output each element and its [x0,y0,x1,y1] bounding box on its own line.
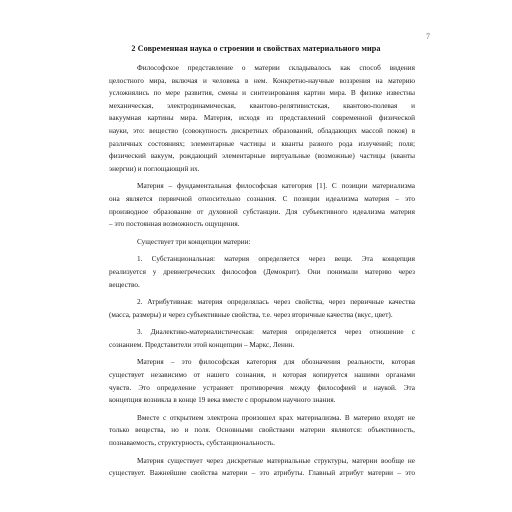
paragraph [109,356,415,406]
paragraph-line: существует. Важнейшие свойства материи – это атрибуты. Главный атрибут материи – это [109,469,415,478]
paragraph-line: только вещества, но и поля. Основными свойствами материи являются: объективность, [109,426,415,435]
paragraph-line: она является первичной относительно сознания. С позиции идеализма материя – это [109,194,415,203]
paragraph-line: – это постоянная возможность ощущения. [109,220,240,229]
paragraph [109,296,415,321]
paragraph-line: производное образование от духовной субстанции. Для субъективного идеализма материя [109,207,415,216]
paragraph-line: вакуумная картины мира. Материя, исходя из представлений современной физической [109,114,415,123]
paragraph-line: 1. Субстанциональная: материя определяется через вещи. Эта концепция [137,255,415,264]
paragraph-line: науки, это: вещество (совокупность дискретных образований, обладающих массой покоя) в [109,126,415,135]
section-title: 2 Современная наука о строении и свойствах материального мира [131,44,381,53]
paragraph [109,236,415,249]
paragraph-line: Материя – это философская категория для обозначения реальности, которая [137,358,415,367]
paragraph [109,455,415,480]
paragraph-line: познаваемость, структурность, субстанциональность. [109,439,275,448]
paragraph-line: реализуется у древнегреческих философов (Демокрит). Они понимали материю через [109,267,415,276]
paragraph-line: сознанием. Представители этой концепции – Маркс, Ленин. [109,340,295,349]
paragraph-line: чувств. Это определение устраняет противоречия между философией и наукой. Эта [109,383,415,392]
paragraph-line: вещество. [109,280,140,289]
paragraph-line: существует независимо от нашего сознания, и которая копируется нашими органами [109,371,415,380]
paragraph-line: Вместе с открытием электрона произошел крах материализма. В материю входят не [137,413,415,422]
paragraph-line: концепция возникла в конце 19 века вместе с прорывом научного знания. [109,396,336,405]
paragraph-line: (масса, размеры) и через субъективные свойства, т.е. через вторичные качества (вкус, цвет). [109,310,393,319]
paragraph-line: Существует три концепции материи: [137,237,251,246]
paragraph [109,412,415,450]
paragraph-line: Материя – фундаментальная философская категория [1]. С позиции материализма [137,182,415,191]
paragraph-line: 2. Атрибутивная: материя определялась через свойства, через первичные качества [137,298,415,307]
paragraph-line: усложнялись по мере развития, смены и синтезирования картин мира. В физике известны [109,89,415,98]
paragraph-line: энергии) и поглощающий их. [109,164,200,173]
paragraph [109,253,415,291]
paragraph [109,180,415,230]
page-number: 7 [426,32,430,41]
paragraph-line: различных состояниях; элементарные частицы и кванты разного рода излучений; поля; [109,139,415,148]
paragraph [109,62,415,175]
paragraph [109,326,415,351]
paragraph-line: целостного мира, включая и человека в нем. Конкретно-научные воззрения на материю [109,76,415,85]
paragraph-line: механическая, электродинамическая, квантово-релятивистская, квантово-полевая и [109,101,415,110]
paragraph-line: физический вакуум, рождающий элементарные виртуальные (возможные) частицы (кванты [109,152,415,161]
paragraph-line: 3. Диалектико-материалистическая: материя определяется через отношение с [137,328,415,337]
paragraph-line: Материя существует через дискретные материальные структуры, материи вообще не [137,456,415,465]
document-body [109,62,415,480]
paragraph-line: Философское представление о материи складывалось как способ видения [137,64,415,72]
